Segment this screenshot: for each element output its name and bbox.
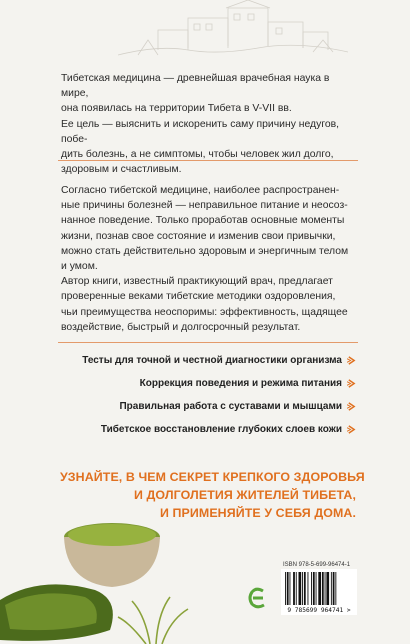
separator-line <box>58 160 358 161</box>
arrow-chevron-icon <box>347 402 356 411</box>
herbal-powder-bowl <box>0 505 200 644</box>
feature-bullet: Коррекция поведения и режима питания <box>140 378 356 389</box>
barcode-number: 9 785699 964741 > <box>287 607 351 614</box>
barcode-bars <box>285 572 353 605</box>
monastery-sketch <box>118 0 348 60</box>
arrow-chevron-icon <box>347 356 356 365</box>
body-paragraph: Согласно тибетской медицине, наиболее распространен- ные причины болезней — неправильное питание и неосоз- нанное поведение. Только проработав основные моменты жизни, познав свое состояние и изменив свои привычки, можно стать действительно здоровым и энергичным телом и умом. Автор книги, известный практикующий врач, предлагает проверенные веками тибетские методики оздоровления, чьи преимущества неоспоримы: эффективность, щадящее воздействие, быстрый и долгосрочный результат. <box>61 185 349 333</box>
arrow-chevron-icon <box>347 379 356 388</box>
feature-bullet: Тесты для точной и честной диагностики организма <box>82 355 356 366</box>
isbn-label: ISBN 978-5-699-96474-1 <box>283 562 351 568</box>
arrow-chevron-icon <box>347 425 356 434</box>
publisher-logo-icon <box>248 587 268 609</box>
feature-bullet: Правильная работа с суставами и мышцами <box>119 401 356 412</box>
feature-bullet: Тибетское восстановление глубоких слоев кожи <box>101 424 356 435</box>
barcode <box>281 569 357 615</box>
separator-line <box>58 342 358 343</box>
promo-headline: УЗНАЙТЕ, В ЧЕМ СЕКРЕТ КРЕПКОГО ЗДОРОВЬЯ И ДОЛГОЛЕТИЯ ЖИТЕЛЕЙ ТИБЕТА, И ПРИМЕНЯЙТЕ У СЕБЯ ДОМА. <box>60 470 365 520</box>
intro-paragraph: Тибетская медицина — древнейшая врачебная наука в мире, она появилась на территории Тибета в V-VII вв. Ее цель — выяснить и искоренить саму причину недугов, побе- дить болезнь, а не симптомы, чтобы человек жил долго, здоровым и счастливым. <box>61 73 340 176</box>
